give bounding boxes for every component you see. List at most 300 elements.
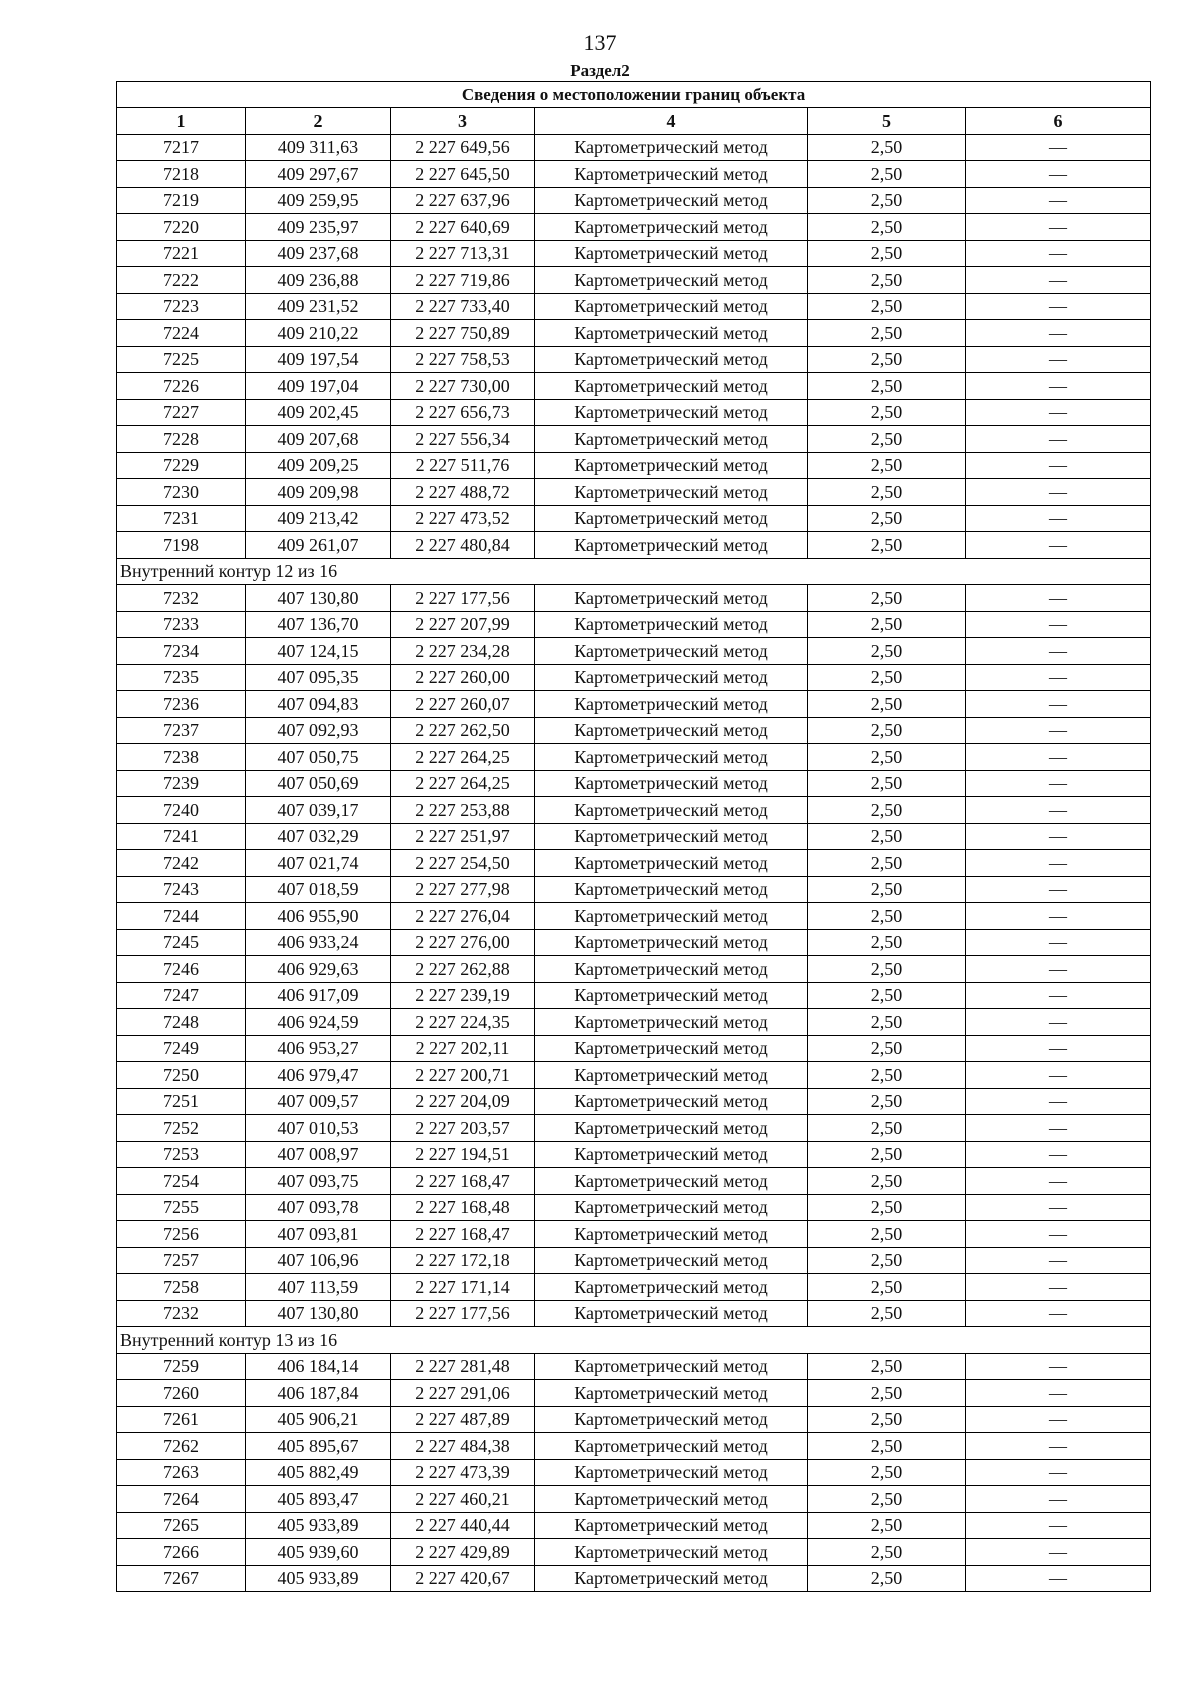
x-coordinate-cell: 407 093,78 [246, 1194, 391, 1221]
table-row [117, 1565, 1151, 1592]
description-cell: — [966, 1433, 1151, 1460]
table-row [117, 1380, 1151, 1407]
method-cell: Картометрический метод [535, 1247, 808, 1274]
point-number-cell: 7251 [117, 1088, 246, 1115]
accuracy-cell: 2,50 [808, 373, 966, 400]
x-coordinate-cell: 407 092,93 [246, 717, 391, 744]
point-number-cell: 7252 [117, 1115, 246, 1142]
description-cell: — [966, 479, 1151, 506]
column-header: 6 [966, 108, 1151, 135]
point-number-cell: 7229 [117, 452, 246, 479]
description-cell: — [966, 1353, 1151, 1380]
accuracy-cell: 2,50 [808, 426, 966, 453]
method-cell: Картометрический метод [535, 240, 808, 267]
column-header: 3 [391, 108, 535, 135]
point-number-cell: 7237 [117, 717, 246, 744]
description-cell: — [966, 611, 1151, 638]
point-number-cell: 7198 [117, 532, 246, 559]
x-coordinate-cell: 405 939,60 [246, 1539, 391, 1566]
table-row [117, 1353, 1151, 1380]
point-number-cell: 7231 [117, 505, 246, 532]
method-cell: Картометрический метод [535, 1486, 808, 1513]
point-number-cell: 7243 [117, 876, 246, 903]
description-cell: — [966, 1274, 1151, 1301]
table-row [117, 1035, 1151, 1062]
x-coordinate-cell: 407 130,80 [246, 1300, 391, 1327]
accuracy-cell: 2,50 [808, 1194, 966, 1221]
table-row [117, 1512, 1151, 1539]
accuracy-cell: 2,50 [808, 903, 966, 930]
accuracy-cell: 2,50 [808, 161, 966, 188]
table-row [117, 1141, 1151, 1168]
contour-label: Внутренний контур 12 из 16 [117, 558, 1151, 585]
accuracy-cell: 2,50 [808, 585, 966, 612]
method-cell: Картометрический метод [535, 346, 808, 373]
x-coordinate-cell: 407 124,15 [246, 638, 391, 665]
x-coordinate-cell: 409 237,68 [246, 240, 391, 267]
accuracy-cell: 2,50 [808, 187, 966, 214]
y-coordinate-cell: 2 227 429,89 [391, 1539, 535, 1566]
y-coordinate-cell: 2 227 488,72 [391, 479, 535, 506]
point-number-cell: 7260 [117, 1380, 246, 1407]
x-coordinate-cell: 406 917,09 [246, 982, 391, 1009]
y-coordinate-cell: 2 227 656,73 [391, 399, 535, 426]
x-coordinate-cell: 407 095,35 [246, 664, 391, 691]
x-coordinate-cell: 405 933,89 [246, 1512, 391, 1539]
table-row [117, 691, 1151, 718]
y-coordinate-cell: 2 227 254,50 [391, 850, 535, 877]
column-header: 5 [808, 108, 966, 135]
table-row [117, 134, 1151, 161]
point-number-cell: 7232 [117, 585, 246, 612]
y-coordinate-cell: 2 227 281,48 [391, 1353, 535, 1380]
x-coordinate-cell: 409 231,52 [246, 293, 391, 320]
description-cell: — [966, 850, 1151, 877]
method-cell: Картометрический метод [535, 214, 808, 241]
description-cell: — [966, 744, 1151, 771]
description-cell: — [966, 1141, 1151, 1168]
description-cell: — [966, 1539, 1151, 1566]
table-row [117, 585, 1151, 612]
y-coordinate-cell: 2 227 200,71 [391, 1062, 535, 1089]
accuracy-cell: 2,50 [808, 1433, 966, 1460]
accuracy-cell: 2,50 [808, 532, 966, 559]
accuracy-cell: 2,50 [808, 876, 966, 903]
point-number-cell: 7234 [117, 638, 246, 665]
method-cell: Картометрический метод [535, 956, 808, 983]
point-number-cell: 7226 [117, 373, 246, 400]
y-coordinate-cell: 2 227 207,99 [391, 611, 535, 638]
point-number-cell: 7255 [117, 1194, 246, 1221]
y-coordinate-cell: 2 227 239,19 [391, 982, 535, 1009]
point-number-cell: 7266 [117, 1539, 246, 1566]
point-number-cell: 7235 [117, 664, 246, 691]
accuracy-cell: 2,50 [808, 1486, 966, 1513]
method-cell: Картометрический метод [535, 532, 808, 559]
description-cell: — [966, 1062, 1151, 1089]
table-row [117, 479, 1151, 506]
method-cell: Картометрический метод [535, 929, 808, 956]
description-cell: — [966, 982, 1151, 1009]
method-cell: Картометрический метод [535, 850, 808, 877]
x-coordinate-cell: 406 184,14 [246, 1353, 391, 1380]
point-number-cell: 7241 [117, 823, 246, 850]
accuracy-cell: 2,50 [808, 1141, 966, 1168]
method-cell: Картометрический метод [535, 1115, 808, 1142]
method-cell: Картометрический метод [535, 1062, 808, 1089]
table-row [117, 1062, 1151, 1089]
method-cell: Картометрический метод [535, 161, 808, 188]
x-coordinate-cell: 405 882,49 [246, 1459, 391, 1486]
y-coordinate-cell: 2 227 480,84 [391, 532, 535, 559]
table-row [117, 1274, 1151, 1301]
y-coordinate-cell: 2 227 420,67 [391, 1565, 535, 1592]
y-coordinate-cell: 2 227 487,89 [391, 1406, 535, 1433]
contour-row [117, 1327, 1151, 1354]
point-number-cell: 7217 [117, 134, 246, 161]
table-row [117, 850, 1151, 877]
point-number-cell: 7245 [117, 929, 246, 956]
table-row [117, 611, 1151, 638]
table-row [117, 797, 1151, 824]
point-number-cell: 7265 [117, 1512, 246, 1539]
x-coordinate-cell: 406 929,63 [246, 956, 391, 983]
point-number-cell: 7242 [117, 850, 246, 877]
point-number-cell: 7230 [117, 479, 246, 506]
y-coordinate-cell: 2 227 264,25 [391, 770, 535, 797]
y-coordinate-cell: 2 227 649,56 [391, 134, 535, 161]
x-coordinate-cell: 407 050,69 [246, 770, 391, 797]
y-coordinate-cell: 2 227 253,88 [391, 797, 535, 824]
description-cell: — [966, 346, 1151, 373]
table-row [117, 717, 1151, 744]
y-coordinate-cell: 2 227 168,47 [391, 1168, 535, 1195]
x-coordinate-cell: 409 202,45 [246, 399, 391, 426]
method-cell: Картометрический метод [535, 1433, 808, 1460]
y-coordinate-cell: 2 227 733,40 [391, 293, 535, 320]
method-cell: Картометрический метод [535, 373, 808, 400]
accuracy-cell: 2,50 [808, 1115, 966, 1142]
method-cell: Картометрический метод [535, 585, 808, 612]
description-cell: — [966, 1512, 1151, 1539]
table-row [117, 214, 1151, 241]
accuracy-cell: 2,50 [808, 320, 966, 347]
table-row [117, 956, 1151, 983]
method-cell: Картометрический метод [535, 611, 808, 638]
description-cell: — [966, 1486, 1151, 1513]
description-cell: — [966, 452, 1151, 479]
point-number-cell: 7232 [117, 1300, 246, 1327]
y-coordinate-cell: 2 227 440,44 [391, 1512, 535, 1539]
description-cell: — [966, 929, 1151, 956]
method-cell: Картометрический метод [535, 691, 808, 718]
accuracy-cell: 2,50 [808, 929, 966, 956]
table-row [117, 1088, 1151, 1115]
point-number-cell: 7224 [117, 320, 246, 347]
method-cell: Картометрический метод [535, 320, 808, 347]
contour-row [117, 558, 1151, 585]
x-coordinate-cell: 409 259,95 [246, 187, 391, 214]
method-cell: Картометрический метод [535, 1353, 808, 1380]
point-number-cell: 7220 [117, 214, 246, 241]
accuracy-cell: 2,50 [808, 134, 966, 161]
x-coordinate-cell: 409 311,63 [246, 134, 391, 161]
y-coordinate-cell: 2 227 177,56 [391, 585, 535, 612]
table-row [117, 240, 1151, 267]
accuracy-cell: 2,50 [808, 770, 966, 797]
x-coordinate-cell: 407 113,59 [246, 1274, 391, 1301]
y-coordinate-cell: 2 227 260,07 [391, 691, 535, 718]
method-cell: Картометрический метод [535, 1459, 808, 1486]
description-cell: — [966, 1009, 1151, 1036]
x-coordinate-cell: 406 187,84 [246, 1380, 391, 1407]
y-coordinate-cell: 2 227 262,88 [391, 956, 535, 983]
method-cell: Картометрический метод [535, 1300, 808, 1327]
method-cell: Картометрический метод [535, 1380, 808, 1407]
description-cell: — [966, 187, 1151, 214]
x-coordinate-cell: 405 893,47 [246, 1486, 391, 1513]
table-row [117, 1115, 1151, 1142]
description-cell: — [966, 1406, 1151, 1433]
accuracy-cell: 2,50 [808, 267, 966, 294]
y-coordinate-cell: 2 227 177,56 [391, 1300, 535, 1327]
y-coordinate-cell: 2 227 234,28 [391, 638, 535, 665]
accuracy-cell: 2,50 [808, 1035, 966, 1062]
accuracy-cell: 2,50 [808, 1353, 966, 1380]
point-number-cell: 7258 [117, 1274, 246, 1301]
x-coordinate-cell: 406 953,27 [246, 1035, 391, 1062]
y-coordinate-cell: 2 227 172,18 [391, 1247, 535, 1274]
point-number-cell: 7261 [117, 1406, 246, 1433]
accuracy-cell: 2,50 [808, 691, 966, 718]
x-coordinate-cell: 407 093,75 [246, 1168, 391, 1195]
point-number-cell: 7238 [117, 744, 246, 771]
point-number-cell: 7239 [117, 770, 246, 797]
description-cell: — [966, 1221, 1151, 1248]
x-coordinate-cell: 407 093,81 [246, 1221, 391, 1248]
point-number-cell: 7240 [117, 797, 246, 824]
x-coordinate-cell: 407 009,57 [246, 1088, 391, 1115]
description-cell: — [966, 214, 1151, 241]
method-cell: Картометрический метод [535, 664, 808, 691]
description-cell: — [966, 293, 1151, 320]
description-cell: — [966, 585, 1151, 612]
table-row [117, 161, 1151, 188]
table-row [117, 452, 1151, 479]
x-coordinate-cell: 405 933,89 [246, 1565, 391, 1592]
x-coordinate-cell: 406 933,24 [246, 929, 391, 956]
description-cell: — [966, 1115, 1151, 1142]
description-cell: — [966, 373, 1151, 400]
method-cell: Картометрический метод [535, 1221, 808, 1248]
y-coordinate-cell: 2 227 460,21 [391, 1486, 535, 1513]
table-row [117, 1486, 1151, 1513]
y-coordinate-cell: 2 227 204,09 [391, 1088, 535, 1115]
table-row [117, 638, 1151, 665]
accuracy-cell: 2,50 [808, 346, 966, 373]
accuracy-cell: 2,50 [808, 1459, 966, 1486]
accuracy-cell: 2,50 [808, 240, 966, 267]
x-coordinate-cell: 406 955,90 [246, 903, 391, 930]
x-coordinate-cell: 405 906,21 [246, 1406, 391, 1433]
description-cell: — [966, 956, 1151, 983]
column-header: 4 [535, 108, 808, 135]
method-cell: Картометрический метод [535, 1035, 808, 1062]
method-cell: Картометрический метод [535, 267, 808, 294]
table-row [117, 929, 1151, 956]
table-body [117, 134, 1151, 1592]
description-cell: — [966, 797, 1151, 824]
point-number-cell: 7250 [117, 1062, 246, 1089]
description-cell: — [966, 664, 1151, 691]
method-cell: Картометрический метод [535, 399, 808, 426]
accuracy-cell: 2,50 [808, 1565, 966, 1592]
x-coordinate-cell: 409 209,98 [246, 479, 391, 506]
method-cell: Картометрический метод [535, 823, 808, 850]
point-number-cell: 7259 [117, 1353, 246, 1380]
table-row [117, 823, 1151, 850]
y-coordinate-cell: 2 227 730,00 [391, 373, 535, 400]
accuracy-cell: 2,50 [808, 479, 966, 506]
method-cell: Картометрический метод [535, 1194, 808, 1221]
description-cell: — [966, 1565, 1151, 1592]
accuracy-cell: 2,50 [808, 717, 966, 744]
y-coordinate-cell: 2 227 758,53 [391, 346, 535, 373]
y-coordinate-cell: 2 227 473,39 [391, 1459, 535, 1486]
table-row [117, 320, 1151, 347]
point-number-cell: 7262 [117, 1433, 246, 1460]
accuracy-cell: 2,50 [808, 744, 966, 771]
description-cell: — [966, 320, 1151, 347]
x-coordinate-cell: 409 235,97 [246, 214, 391, 241]
x-coordinate-cell: 409 261,07 [246, 532, 391, 559]
column-header: 2 [246, 108, 391, 135]
y-coordinate-cell: 2 227 276,00 [391, 929, 535, 956]
point-number-cell: 7221 [117, 240, 246, 267]
y-coordinate-cell: 2 227 556,34 [391, 426, 535, 453]
description-cell: — [966, 1035, 1151, 1062]
y-coordinate-cell: 2 227 171,14 [391, 1274, 535, 1301]
description-cell: — [966, 770, 1151, 797]
accuracy-cell: 2,50 [808, 664, 966, 691]
x-coordinate-cell: 407 010,53 [246, 1115, 391, 1142]
table-row [117, 293, 1151, 320]
column-header: 1 [117, 108, 246, 135]
description-cell: — [966, 823, 1151, 850]
point-number-cell: 7257 [117, 1247, 246, 1274]
y-coordinate-cell: 2 227 473,52 [391, 505, 535, 532]
accuracy-cell: 2,50 [808, 505, 966, 532]
x-coordinate-cell: 407 136,70 [246, 611, 391, 638]
description-cell: — [966, 426, 1151, 453]
description-cell: — [966, 1168, 1151, 1195]
x-coordinate-cell: 407 032,29 [246, 823, 391, 850]
x-coordinate-cell: 407 050,75 [246, 744, 391, 771]
y-coordinate-cell: 2 227 637,96 [391, 187, 535, 214]
description-cell: — [966, 1194, 1151, 1221]
point-number-cell: 7218 [117, 161, 246, 188]
accuracy-cell: 2,50 [808, 1168, 966, 1195]
x-coordinate-cell: 407 130,80 [246, 585, 391, 612]
table-caption: Сведения о местоположении границ объекта [117, 82, 1151, 108]
y-coordinate-cell: 2 227 251,97 [391, 823, 535, 850]
accuracy-cell: 2,50 [808, 1274, 966, 1301]
description-cell: — [966, 717, 1151, 744]
method-cell: Картометрический метод [535, 1512, 808, 1539]
y-coordinate-cell: 2 227 276,04 [391, 903, 535, 930]
method-cell: Картометрический метод [535, 903, 808, 930]
point-number-cell: 7264 [117, 1486, 246, 1513]
y-coordinate-cell: 2 227 750,89 [391, 320, 535, 347]
x-coordinate-cell: 407 106,96 [246, 1247, 391, 1274]
y-coordinate-cell: 2 227 262,50 [391, 717, 535, 744]
description-cell: — [966, 240, 1151, 267]
description-cell: — [966, 638, 1151, 665]
table-row [117, 770, 1151, 797]
table-row [117, 1009, 1151, 1036]
y-coordinate-cell: 2 227 264,25 [391, 744, 535, 771]
x-coordinate-cell: 409 210,22 [246, 320, 391, 347]
method-cell: Картометрический метод [535, 638, 808, 665]
description-cell: — [966, 691, 1151, 718]
method-cell: Картометрический метод [535, 876, 808, 903]
table-row [117, 982, 1151, 1009]
y-coordinate-cell: 2 227 511,76 [391, 452, 535, 479]
x-coordinate-cell: 409 297,67 [246, 161, 391, 188]
accuracy-cell: 2,50 [808, 1512, 966, 1539]
method-cell: Картометрический метод [535, 744, 808, 771]
method-cell: Картометрический метод [535, 187, 808, 214]
page-number: 137 [583, 30, 617, 55]
table-row [117, 1433, 1151, 1460]
description-cell: — [966, 399, 1151, 426]
x-coordinate-cell: 409 197,54 [246, 346, 391, 373]
accuracy-cell: 2,50 [808, 1300, 966, 1327]
x-coordinate-cell: 407 094,83 [246, 691, 391, 718]
point-number-cell: 7253 [117, 1141, 246, 1168]
x-coordinate-cell: 409 197,04 [246, 373, 391, 400]
y-coordinate-cell: 2 227 713,31 [391, 240, 535, 267]
point-number-cell: 7254 [117, 1168, 246, 1195]
x-coordinate-cell: 409 236,88 [246, 267, 391, 294]
description-cell: — [966, 876, 1151, 903]
accuracy-cell: 2,50 [808, 1221, 966, 1248]
accuracy-cell: 2,50 [808, 1009, 966, 1036]
accuracy-cell: 2,50 [808, 399, 966, 426]
table-row [117, 505, 1151, 532]
point-number-cell: 7248 [117, 1009, 246, 1036]
y-coordinate-cell: 2 227 168,47 [391, 1221, 535, 1248]
accuracy-cell: 2,50 [808, 797, 966, 824]
method-cell: Картометрический метод [535, 426, 808, 453]
table-row [117, 876, 1151, 903]
method-cell: Картометрический метод [535, 1009, 808, 1036]
method-cell: Картометрический метод [535, 1274, 808, 1301]
accuracy-cell: 2,50 [808, 823, 966, 850]
method-cell: Картометрический метод [535, 134, 808, 161]
method-cell: Картометрический метод [535, 797, 808, 824]
accuracy-cell: 2,50 [808, 611, 966, 638]
table-row [117, 267, 1151, 294]
x-coordinate-cell: 407 039,17 [246, 797, 391, 824]
method-cell: Картометрический метод [535, 1168, 808, 1195]
y-coordinate-cell: 2 227 640,69 [391, 214, 535, 241]
table-row [117, 744, 1151, 771]
description-cell: — [966, 161, 1151, 188]
y-coordinate-cell: 2 227 277,98 [391, 876, 535, 903]
point-number-cell: 7233 [117, 611, 246, 638]
x-coordinate-cell: 406 979,47 [246, 1062, 391, 1089]
